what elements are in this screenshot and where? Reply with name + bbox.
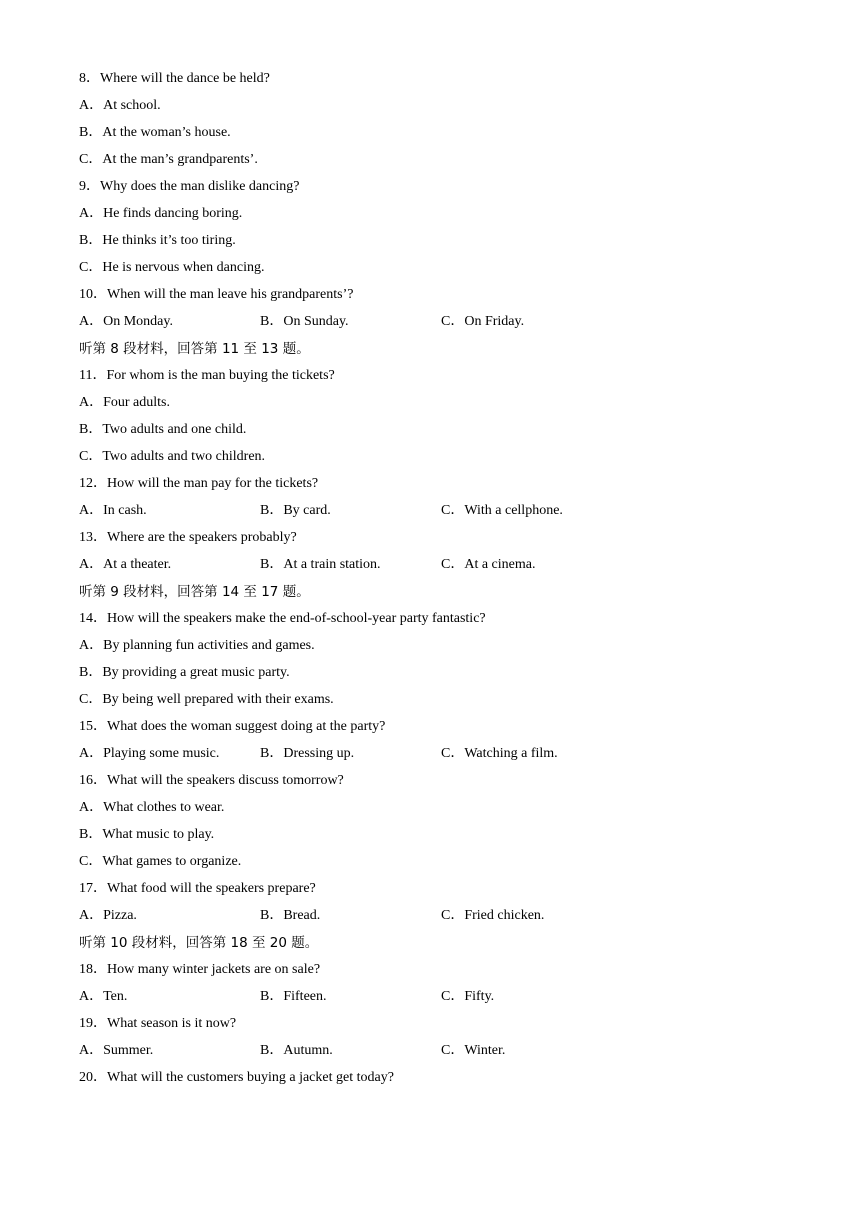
option-row	[79, 744, 799, 771]
question-text: 10．When will the man leave his grandparents’?	[79, 287, 354, 302]
option-row	[79, 1041, 799, 1068]
answer-option: A．In cash.	[79, 503, 147, 518]
answer-option: B．At a train station.	[260, 557, 381, 572]
answer-option: C．On Friday.	[441, 314, 525, 329]
answer-option: C．What games to organize.	[79, 854, 242, 869]
answer-option: C．With a cellphone.	[441, 503, 563, 518]
answer-option: B．Fifteen.	[260, 989, 327, 1004]
question-text: 19．What season is it now?	[79, 1016, 237, 1031]
option-row	[79, 312, 799, 339]
answer-option: A．Ten.	[79, 989, 128, 1004]
option-row	[79, 501, 799, 528]
question-text: 14．How will the speakers make the end-of-school-year party fantastic?	[79, 611, 486, 626]
answer-option: C．Watching a film.	[441, 746, 558, 761]
answer-option: C．At the man’s grandparents’.	[79, 152, 258, 167]
question-text: 15．What does the woman suggest doing at the party?	[79, 719, 386, 734]
option-row	[79, 555, 799, 582]
answer-option: A．Pizza.	[79, 908, 137, 923]
question-text: 9．Why does the man dislike dancing?	[79, 179, 300, 194]
answer-option: B．By card.	[260, 503, 331, 518]
section-heading: 听第 9 段材料，回答第 14 至 17 题。	[79, 584, 310, 600]
answer-option: A．He finds dancing boring.	[79, 206, 243, 221]
question-text: 18．How many winter jackets are on sale?	[79, 962, 321, 977]
section-heading: 听第 10 段材料，回答第 18 至 20 题。	[79, 935, 319, 951]
answer-option: A．Four adults.	[79, 395, 170, 410]
question-text: 12．How will the man pay for the tickets?	[79, 476, 319, 491]
answer-option: C．Two adults and two children.	[79, 449, 266, 464]
answer-option: A．By planning fun activities and games.	[79, 638, 315, 653]
answer-option: C．By being well prepared with their exams.	[79, 692, 334, 707]
question-text: 17．What food will the speakers prepare?	[79, 881, 316, 896]
answer-option: C．Winter.	[441, 1043, 506, 1058]
answer-option: A．What clothes to wear.	[79, 800, 225, 815]
answer-option: C．At a cinema.	[441, 557, 536, 572]
answer-option: B．Bread.	[260, 908, 321, 923]
option-row	[79, 906, 799, 933]
answer-option: A．At school.	[79, 98, 161, 113]
answer-option: C．He is nervous when dancing.	[79, 260, 265, 275]
answer-option: C．Fifty.	[441, 989, 495, 1004]
question-text: 16．What will the speakers discuss tomorrow?	[79, 773, 344, 788]
answer-option: B．Two adults and one child.	[79, 422, 247, 437]
answer-option: C．Fried chicken.	[441, 908, 545, 923]
question-text: 20．What will the customers buying a jacket get today?	[79, 1070, 394, 1085]
answer-option: B．On Sunday.	[260, 314, 349, 329]
answer-option: B．He thinks it’s too tiring.	[79, 233, 236, 248]
answer-option: A．Playing some music.	[79, 746, 220, 761]
answer-option: A．At a theater.	[79, 557, 172, 572]
question-text: 8．Where will the dance be held?	[79, 71, 270, 86]
answer-option: A．Summer.	[79, 1043, 154, 1058]
answer-option: B．At the woman’s house.	[79, 125, 231, 140]
answer-option: B．Autumn.	[260, 1043, 333, 1058]
exam-page	[79, 69, 799, 1095]
option-row	[79, 987, 799, 1014]
question-text: 13．Where are the speakers probably?	[79, 530, 297, 545]
question-text: 11．For whom is the man buying the tickets?	[79, 368, 335, 383]
answer-option: B．By providing a great music party.	[79, 665, 290, 680]
section-heading: 听第 8 段材料，回答第 11 至 13 题。	[79, 341, 310, 357]
answer-option: A．On Monday.	[79, 314, 173, 329]
answer-option: B．What music to play.	[79, 827, 215, 842]
answer-option: B．Dressing up.	[260, 746, 355, 761]
